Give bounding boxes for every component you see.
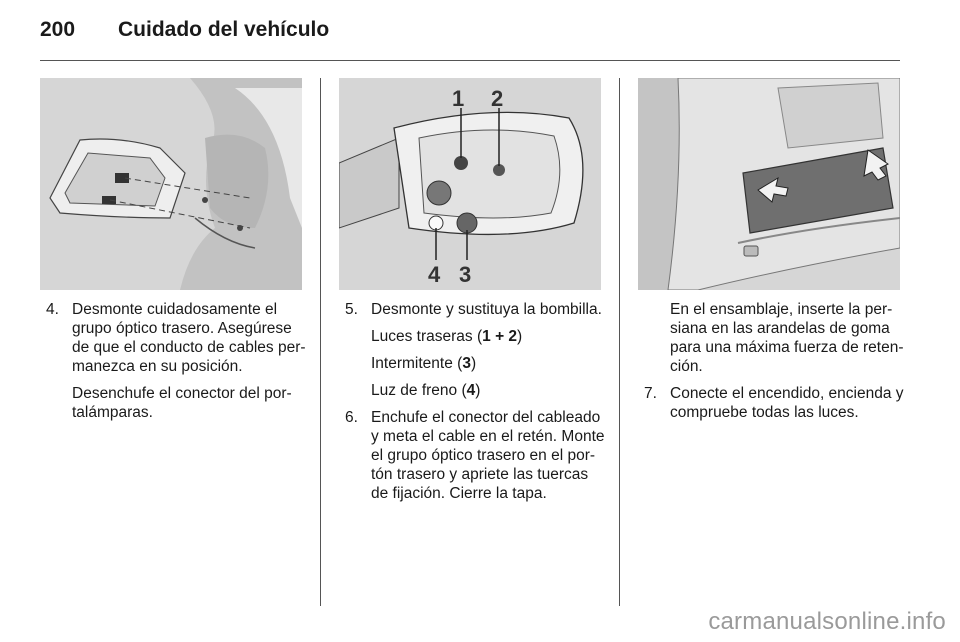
step-6-number: 6.	[345, 409, 358, 426]
callout-3: 3	[459, 262, 472, 287]
right-column-text	[644, 300, 906, 430]
step-4-note: Desenchufe el conector del por-talámparas.	[72, 385, 292, 421]
left-column-text	[46, 300, 308, 430]
page-header	[40, 18, 900, 48]
callout-1: 1	[452, 86, 465, 111]
step-4	[46, 300, 308, 376]
step-7	[644, 384, 906, 422]
step-7-text: Conecte el encendido, encienda y compruebe todas las luces.	[670, 385, 904, 421]
bulb-brake-light: Luz de freno (4)	[371, 382, 481, 399]
step-7-number: 7.	[644, 385, 657, 402]
bulb-holder-illustration	[339, 78, 601, 290]
step-5-number: 5.	[345, 301, 358, 318]
step-5-text: Desmonte y sustituya la bombilla.	[371, 301, 602, 318]
figure-bulb-holder	[339, 78, 601, 290]
step-6-text: Enchufe el conector del cableado y meta el cable en el retén. Monte el grupo óptico trasero en el por-tón trasero y apriete las tuercas de fijación. Cierre la tapa.	[371, 409, 605, 502]
page-number: 200	[40, 18, 76, 41]
callout-4: 4	[428, 262, 441, 287]
step-4-number: 4.	[46, 301, 59, 318]
bulb-turn-signal: Intermitente (3)	[371, 355, 477, 372]
step-6	[345, 408, 607, 503]
header-divider	[40, 60, 900, 61]
step-5	[345, 300, 607, 319]
bulb-rear-lights: Luces traseras (1 + 2)	[371, 328, 523, 345]
column-divider-left	[320, 78, 321, 606]
middle-column-text	[345, 300, 607, 511]
figure-light-cluster-removed	[40, 78, 302, 290]
callout-2: 2	[491, 86, 504, 111]
column-divider-right	[619, 78, 620, 606]
figure-tailgate-trim	[638, 78, 900, 290]
step-4-text: Desmonte cuidadosamente el grupo óptico trasero. Asegúrese de que el conducto de cables per-manezca en su posición.	[72, 301, 306, 375]
light-cluster-illustration	[40, 78, 302, 290]
watermark: carmanualsonline.info	[708, 608, 946, 635]
assembly-note: En el ensamblaje, inserte la per-siana en las arandelas de goma para una máxima fuerza de reten-ción.	[670, 301, 904, 375]
section-title: Cuidado del vehículo	[118, 18, 330, 41]
tailgate-trim-illustration	[638, 78, 900, 290]
